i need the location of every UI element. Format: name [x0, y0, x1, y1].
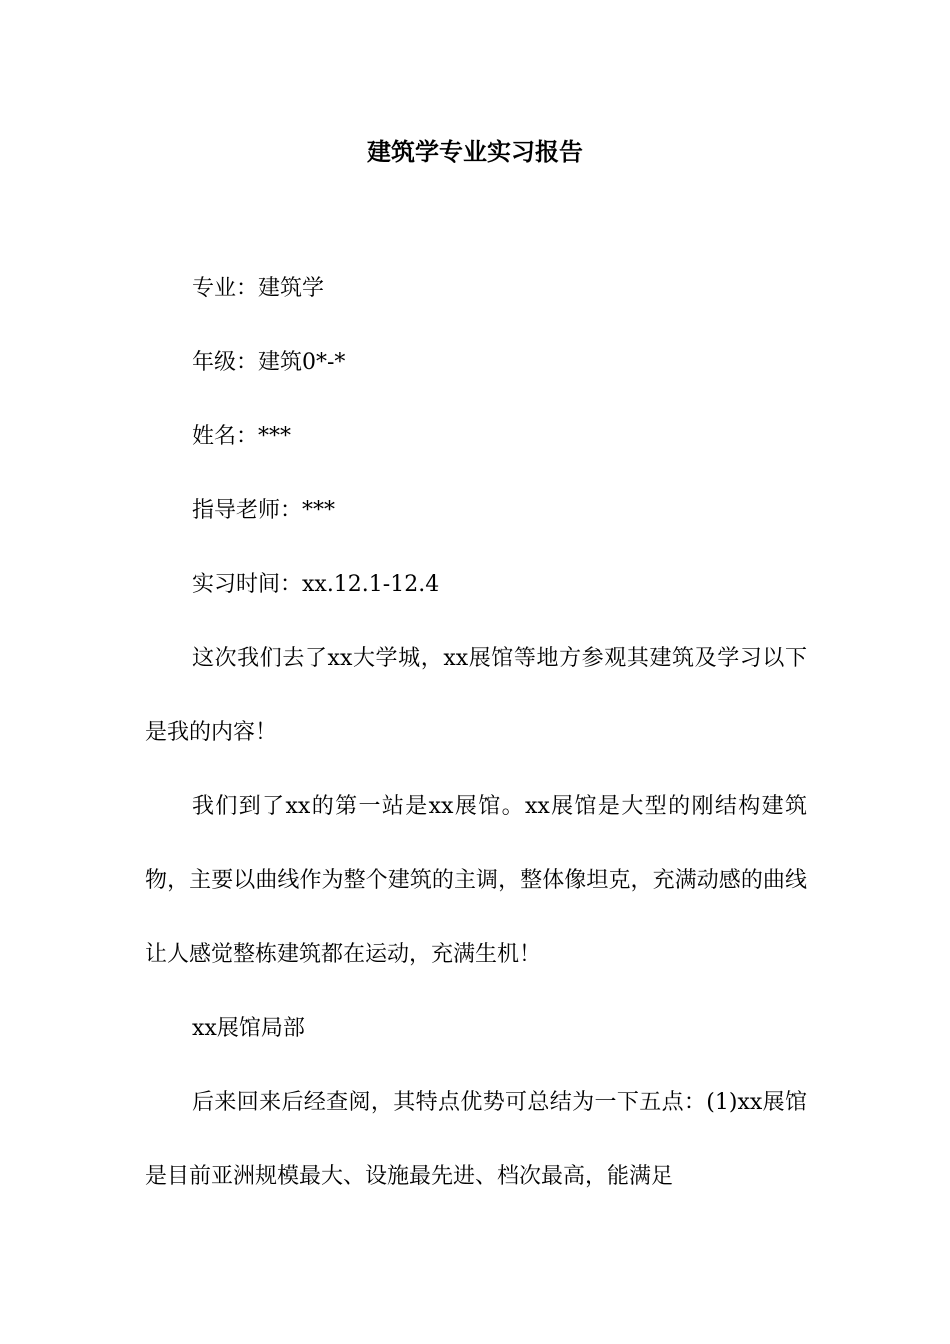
- advisor-field: 指导老师：***: [192, 498, 336, 523]
- document-body: [145, 252, 807, 1214]
- grade-field: 年级：建筑0*-*: [192, 350, 346, 375]
- features-paragraph: 后来回来后经查阅，其特点优势可总结为一下五点：(1)xx展馆是目前亚洲规模最大、设施最先进、档次最高，能满足: [145, 1090, 807, 1189]
- internship-time-field: 实习时间：xx.12.1-12.4: [192, 572, 440, 597]
- major-field: 专业：建筑学: [192, 276, 325, 301]
- intro-paragraph: 这次我们去了xx大学城，xx展馆等地方参观其建筑及学习以下是我的内容！: [145, 646, 807, 745]
- image-caption: xx展馆局部: [192, 1016, 305, 1041]
- document-title: 建筑学专业实习报告: [367, 137, 583, 166]
- name-field: 姓名：***: [192, 424, 292, 449]
- exhibition-hall-paragraph: 我们到了xx的第一站是xx展馆。xx展馆是大型的刚结构建筑物，主要以曲线作为整个建筑的主调，整体像坦克，充满动感的曲线让人感觉整栋建筑都在运动，充满生机！: [145, 794, 807, 967]
